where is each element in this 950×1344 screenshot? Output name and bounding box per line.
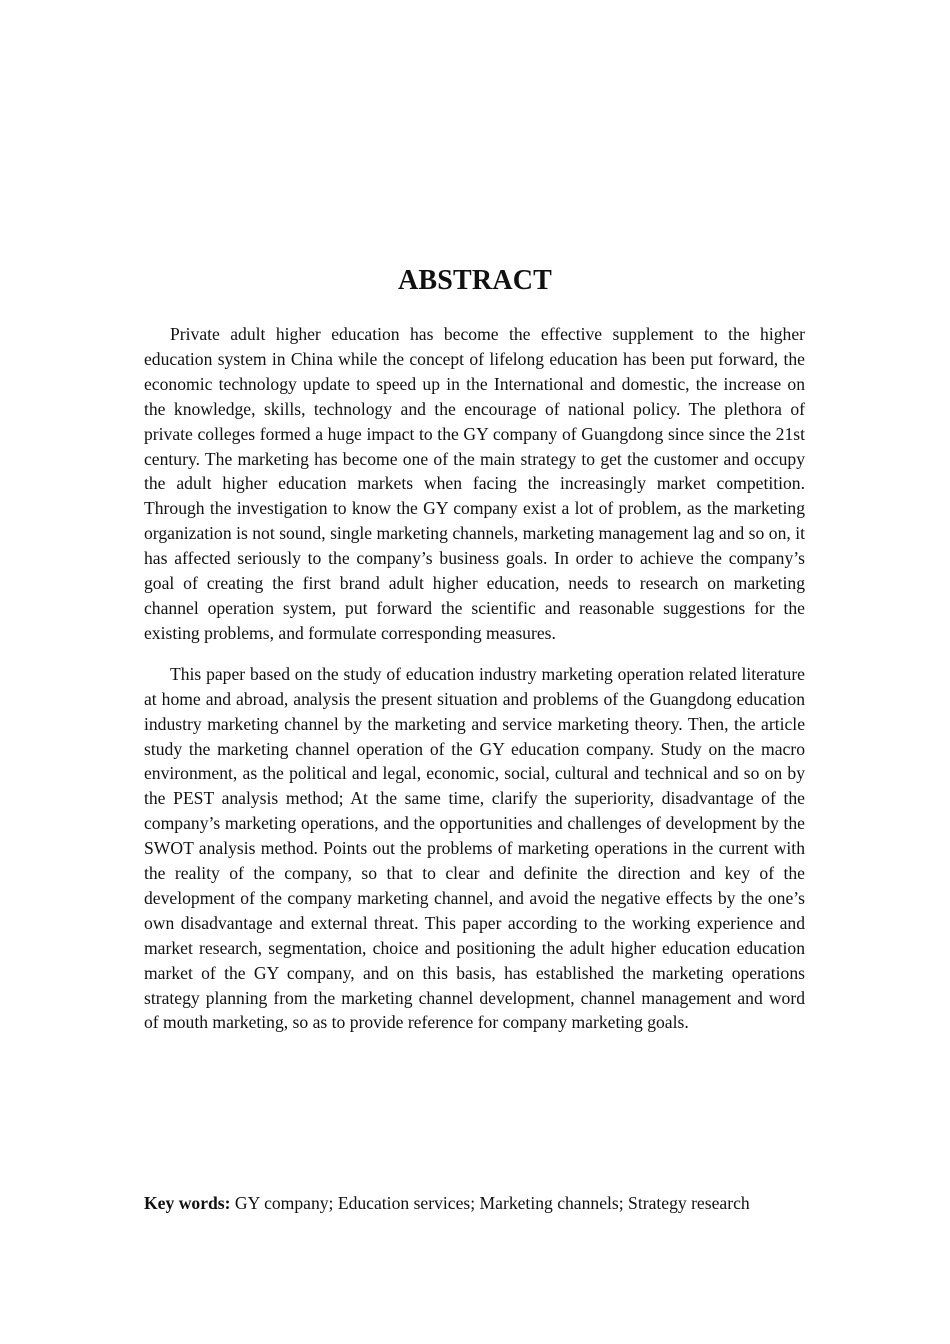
keywords-line xyxy=(144,1191,844,1216)
abstract-paragraph-2: This paper based on the study of education industry marketing operation related literature at home and abroad, analysis the present situation and problems of the Guangdong education industry marketing channel by the marketing and service marketing theory. Then, the article study the marketing channel operation of the GY education company. Study on the macro environment, as the political and legal, economic, social, cultural and technical and so on by the PEST analysis method; At the same time, clarify the superiority, disadvantage of the company’s marketing operations, and the opportunities and challenges of development by the SWOT analysis method. Points out the problems of marketing operations in the current with the reality of the company, so that to clear and definite the direction and key of the development of the company marketing channel, and avoid the negative effects by the one’s own disadvantage and external threat. This paper according to the working experience and market research, segmentation, choice and positioning the adult higher education education market of the GY company, and on this basis, has established the marketing operations strategy planning from the marketing channel development, channel management and word of mouth marketing, so as to provide reference for company marketing goals. xyxy=(144,663,805,1033)
keywords-value: GY company; Education services; Marketing channels; Strategy research xyxy=(234,1193,750,1213)
page-title: ABSTRACT xyxy=(397,265,553,296)
abstract-paragraph-1: Private adult higher education has become the effective supplement to the higher education system in China while the concept of lifelong education has been put forward, the economic technology update to speed up in the International and domestic, the increase on the knowledge, skills, technology and the encourage of national policy. The plethora of private colleges formed a huge impact to the GY company of Guangdong since since the 21st century. The marketing has become one of the main strategy to get the customer and occupy the adult higher education markets when facing the increasingly market competition. Through the investigation to know the GY company exist a lot of problem, as the marketing organization is not sound, single marketing channels, marketing management lag and so on, it has affected seriously to the company’s business goals. In order to achieve the company’s goal of creating the first brand adult higher education, needs to research on marketing channel operation system, put forward the scientific and reasonable suggestions for the existing problems, and formulate corresponding measures. xyxy=(144,324,805,643)
keywords-label: Key words: xyxy=(144,1193,231,1213)
abstract-body xyxy=(144,322,805,1051)
